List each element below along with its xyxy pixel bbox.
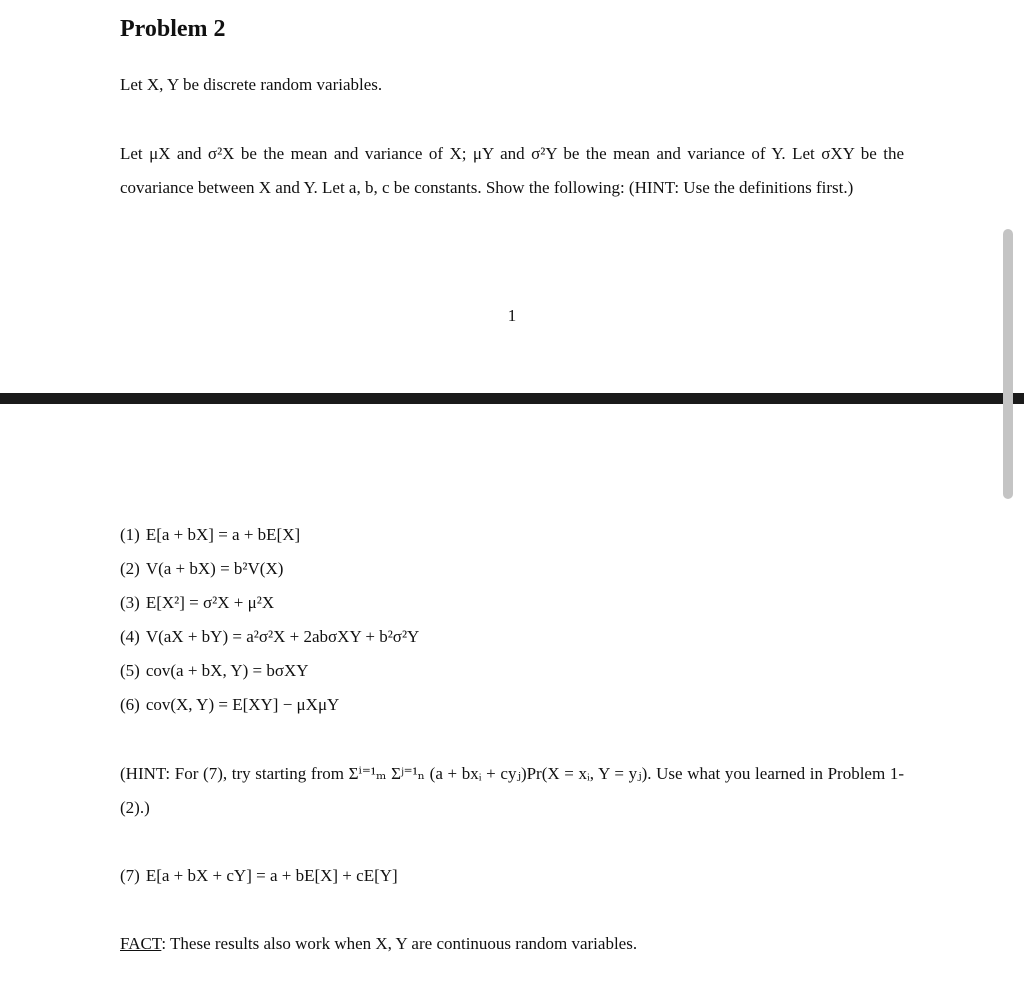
list-item: (4) V(aX + bY) = a²σ²X + 2abσXY + b²σ²Y [120, 627, 420, 646]
hint-7-paragraph: (HINT: For (7), try starting from Σⁱ⁼¹ₘ Σʲ⁼¹ₙ (a + bxᵢ + cyⱼ)Pr(X = xᵢ, Y = yⱼ). Use what you learned in Problem 1-(2).) [120, 764, 904, 817]
list-item: (2) V(a + bX) = b²V(X) [120, 559, 284, 578]
fact-label: FACT [120, 934, 162, 953]
intro-paragraph: Let X, Y be discrete random variables. [120, 75, 383, 94]
scrollbar-thumb[interactable] [1003, 229, 1013, 499]
problem-title: Problem 2 [120, 16, 226, 42]
result-list [120, 518, 419, 722]
list-item: (3) E[X²] = σ²X + μ²X [120, 593, 275, 612]
list-item: (6) cov(X, Y) = E[XY] − μXμY [120, 695, 340, 714]
definitions-paragraph: Let μX and σ²X be the mean and variance of X; μY and σ²Y be the mean and variance of Y. Let σXY be the covariance between X and Y. Let a, b, c be constants. Show the following: (HINT: Use the definitions first.) [120, 144, 904, 197]
fact-note [120, 927, 637, 961]
list-item: (1) E[a + bX] = a + bE[X] [120, 525, 301, 544]
page-number: 1 [507, 306, 517, 325]
page-1 [0, 0, 1024, 393]
page-break-divider [0, 393, 1024, 404]
fact-text: : These results also work when X, Y are continuous random variables. [161, 934, 638, 953]
item-7: (7) E[a + bX + cY] = a + bE[X] + cE[Y] [120, 866, 398, 885]
list-item: (5) cov(a + bX, Y) = bσXY [120, 661, 309, 680]
